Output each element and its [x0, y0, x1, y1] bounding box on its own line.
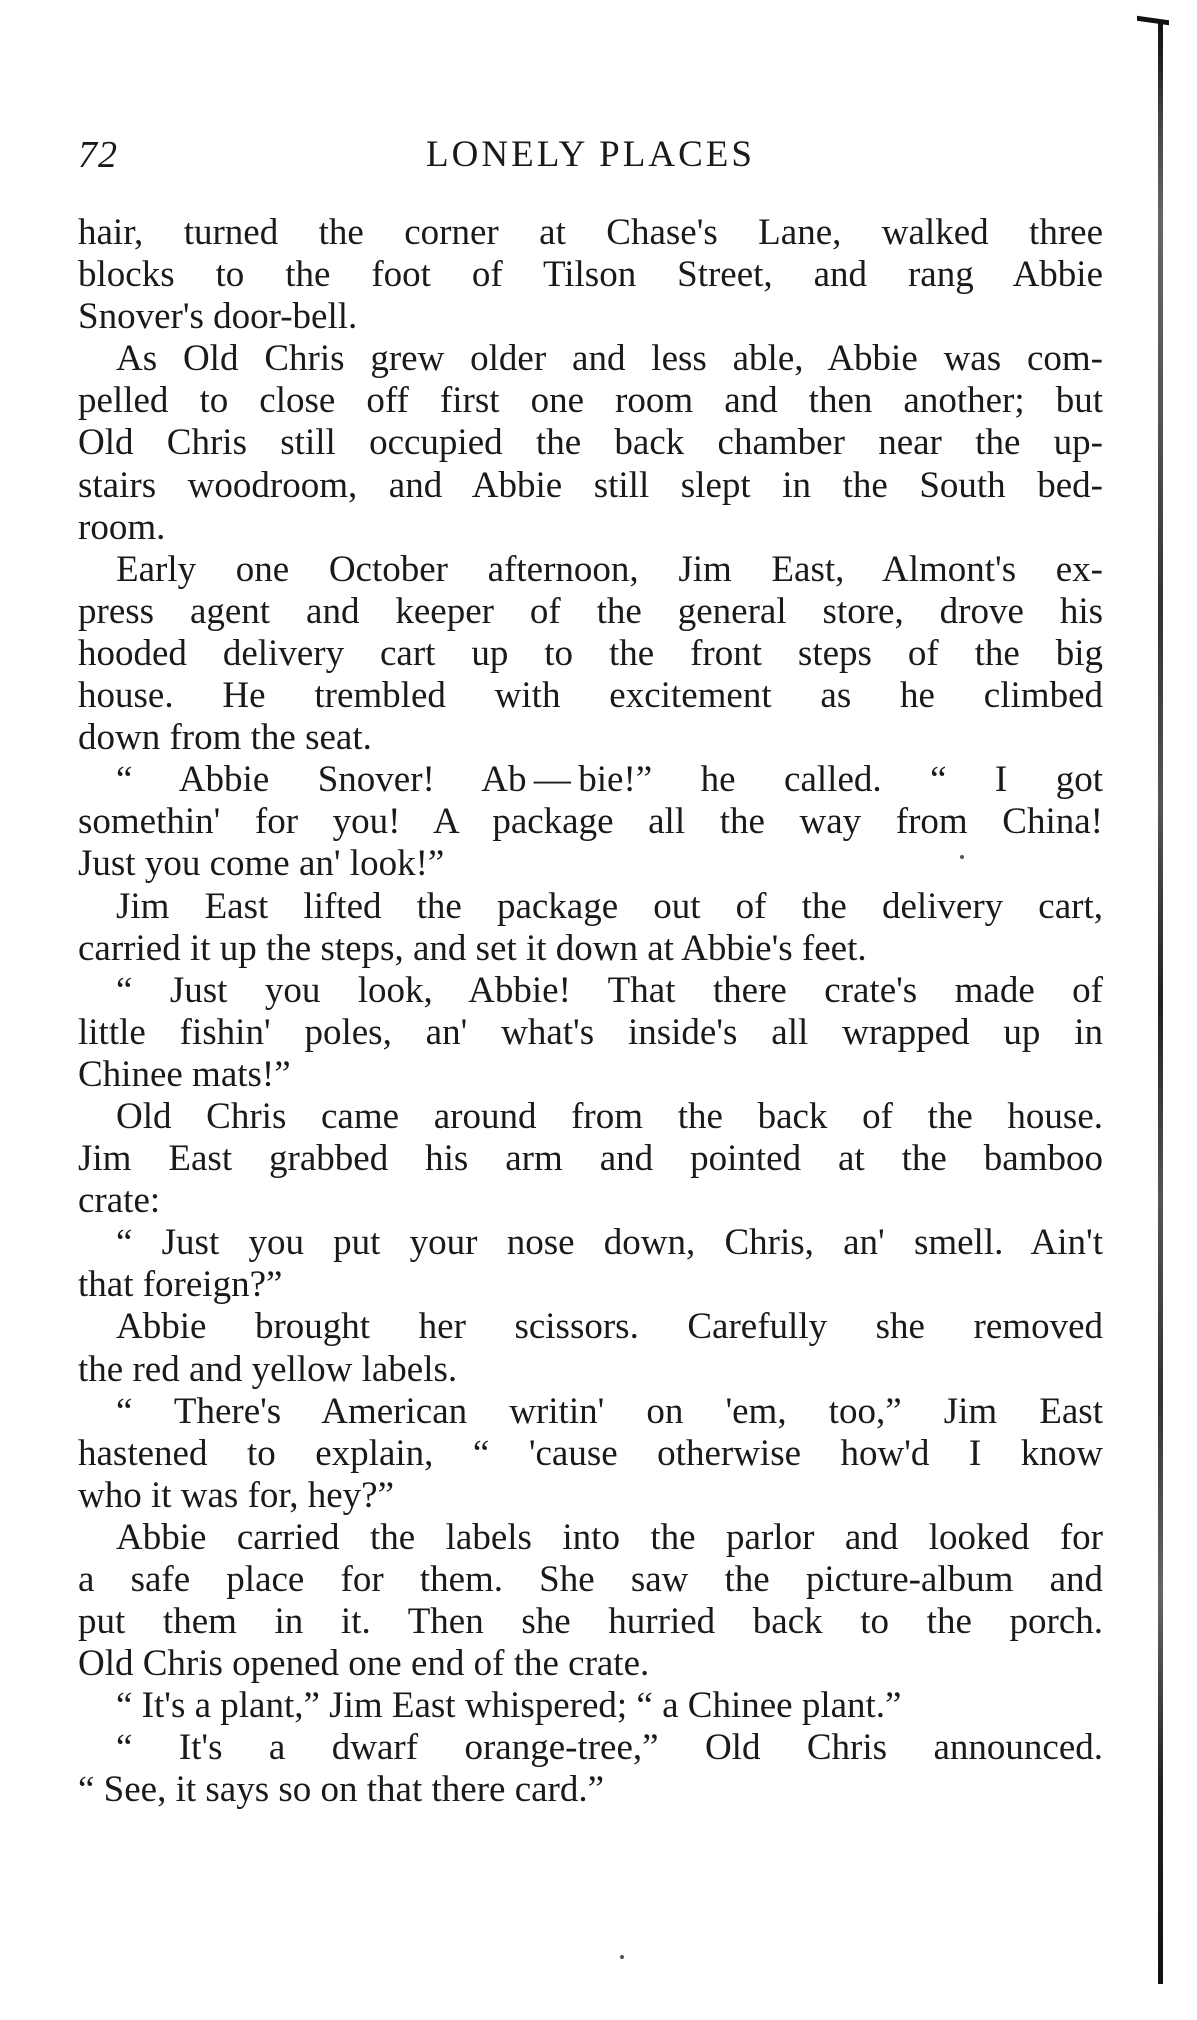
- text-line: hooded delivery cart up to the front steps of the big: [78, 632, 1103, 674]
- text-line: that foreign?”: [78, 1264, 283, 1306]
- text-line: Old Chris opened one end of the crate.: [78, 1643, 650, 1685]
- text-line: “ Just you put your nose down, Chris, an' smell. Ain't: [116, 1222, 1103, 1264]
- text-line: Jim East grabbed his arm and pointed at the bamboo: [78, 1138, 1103, 1180]
- text-line: As Old Chris grew older and less able, Abbie was com-: [116, 338, 1103, 380]
- text-line: press agent and keeper of the general store, drove his: [78, 590, 1103, 632]
- text-line: Old Chris came around from the back of the house.: [116, 1095, 1103, 1137]
- text-line: “ Just you look, Abbie! That there crate's made of: [116, 969, 1103, 1011]
- text-line: put them in it. Then she hurried back to the porch.: [78, 1601, 1103, 1643]
- text-line: Chinee mats!”: [78, 1053, 291, 1095]
- text-line: stairs woodroom, and Abbie still slept in the South bed-: [78, 464, 1103, 506]
- print-speck: [960, 855, 964, 859]
- text-line: Snover's door-bell.: [78, 296, 358, 338]
- text-line: “ Abbie Snover! Ab — bie!” he called. “ I got: [116, 759, 1103, 801]
- body-text: [78, 212, 1103, 1812]
- text-line: Abbie carried the labels into the parlor and looked for: [116, 1516, 1103, 1558]
- text-line: house. He trembled with excitement as he climbed: [78, 675, 1103, 717]
- text-line: a safe place for them. She saw the picture-album and: [78, 1559, 1103, 1600]
- page-edge-shadow: [1158, 22, 1163, 1984]
- text-line: hastened to explain, “ 'cause otherwise how'd I know: [78, 1432, 1103, 1474]
- running-head: LONELY PLACES: [426, 134, 755, 175]
- text-line: blocks to the foot of Tilson Street, and rang Abbie: [78, 254, 1103, 296]
- page-header: [78, 133, 1103, 183]
- page-number: 72: [78, 134, 118, 176]
- text-line: “ There's American writin' on 'em, too,” Jim East: [116, 1390, 1103, 1432]
- print-speck: [620, 1955, 624, 1959]
- text-line: “ It's a dwarf orange-tree,” Old Chris announced.: [116, 1727, 1103, 1769]
- page-edge-mark: [1137, 16, 1169, 25]
- text-line: Old Chris still occupied the back chamber near the up-: [78, 422, 1103, 464]
- text-line: room.: [78, 506, 166, 548]
- text-line: Early one October afternoon, Jim East, Almont's ex-: [116, 548, 1103, 590]
- text-line: Abbie brought her scissors. Carefully she removed: [116, 1306, 1103, 1348]
- text-line: carried it up the steps, and set it down at Abbie's feet.: [78, 927, 867, 969]
- text-line: little fishin' poles, an' what's inside's all wrapped up in: [78, 1011, 1103, 1053]
- text-line: Just you come an' look!”: [78, 843, 445, 885]
- text-line: crate:: [78, 1180, 161, 1222]
- text-line: down from the seat.: [78, 717, 372, 759]
- text-line: the red and yellow labels.: [78, 1348, 458, 1390]
- text-line: Jim East lifted the package out of the delivery cart,: [116, 885, 1103, 927]
- text-line: somethin' for you! A package all the way from China!: [78, 801, 1103, 843]
- text-line: “ It's a plant,” Jim East whispered; “ a Chinee plant.”: [116, 1685, 902, 1727]
- text-line: hair, turned the corner at Chase's Lane, walked three: [78, 212, 1103, 253]
- text-line: “ See, it says so on that there card.”: [78, 1769, 605, 1811]
- text-line: who it was for, hey?”: [78, 1474, 394, 1516]
- text-line: pelled to close off first one room and then another; but: [78, 380, 1103, 422]
